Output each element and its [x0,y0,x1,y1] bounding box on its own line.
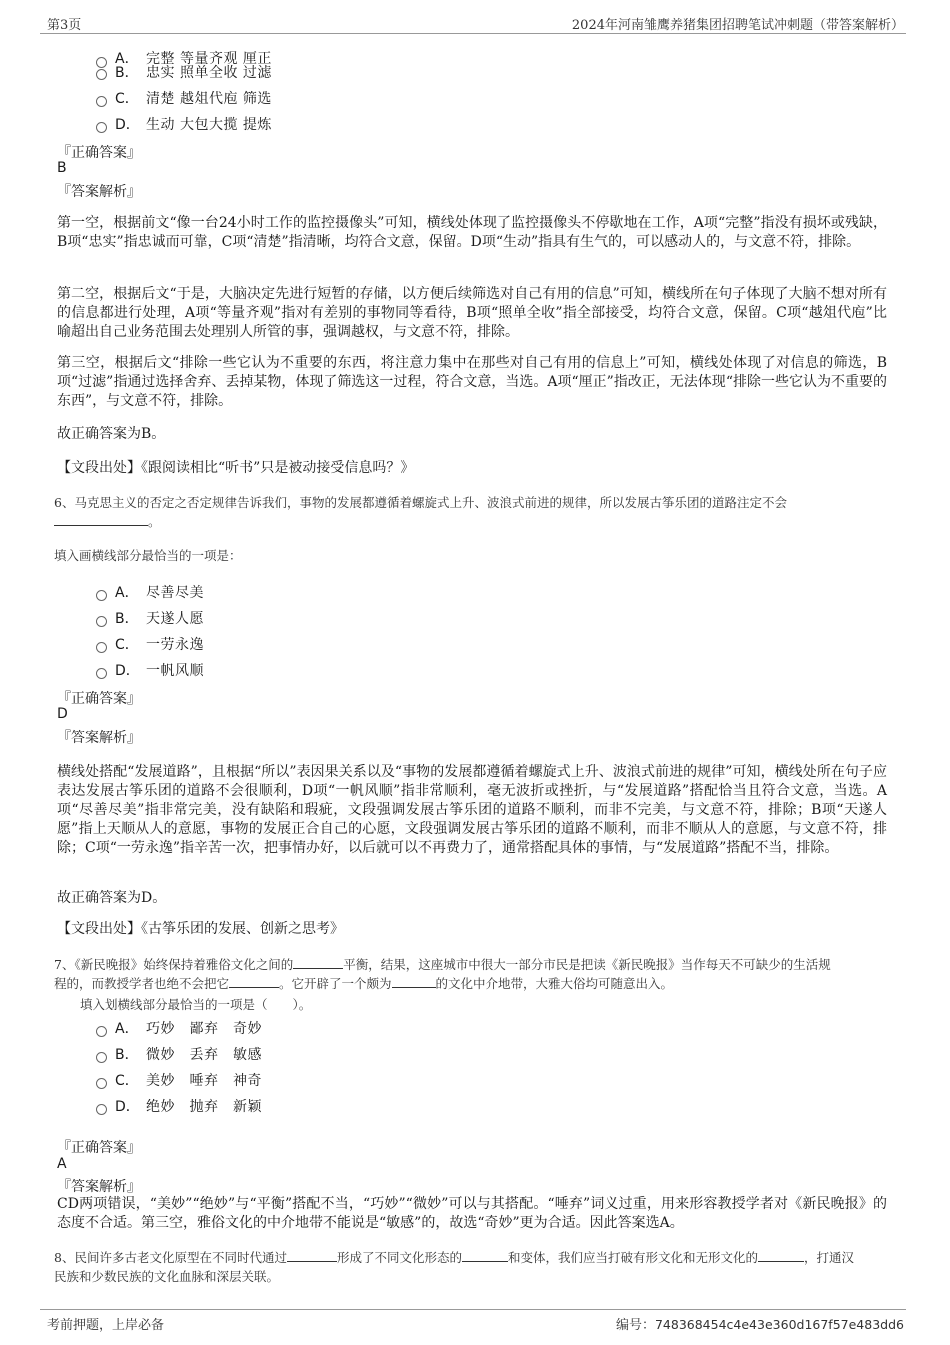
q7-stem [54,955,896,993]
q5-source: 【文段出处】《跟阅读相比“听书”只是被动接受信息吗？》 [57,460,415,476]
q7-stem-part: 。它开辟了一个颇为 [279,976,392,991]
radio-icon[interactable] [96,69,107,80]
answer-blank [287,1249,337,1262]
header-divider [40,33,906,34]
q7-analysis-para-1: CD两项错误，“美妙”“绝妙”与“平衡”搭配不当，“巧妙”“微妙”可以与其搭配。“唾弃”词义过重，用来形容教授学者对《新民晚报》的态度不合适。第三空，雅俗文化的中介地带不能说是“敏感”的，故选“奇妙”更为合适。因此答案选A。 [57,1196,887,1231]
q5-answer-label: 『正确答案』 [57,145,141,161]
answer-blank [229,975,279,988]
q6-analysis-para-1: 横线处搭配“发展道路”，且根据“所以”表因果关系以及“事物的发展都遵循着螺旋式上升、波浪式前进的规律”可知，横线处所在句子应表达发展古筝乐团的道路不会很顺利，D项“一帆风顺”指非常顺利，毫无波折或挫折，与“发展道路”搭配恰当且符合文意，当选。A项“尽善尽美”指非常完美，没有缺陷和瑕疵，文段强调发展古筝乐团的道路不顺利，而非不完美，与文意不符，排除；B项“天遂人愿”指上天顺从人的意愿，事物的发展正合自己的心愿，文段强调发展古筝乐团的道路不顺利，而非不顺从人的意愿，与文意不符，排除；C项“一劳永逸”指辛苦一次，把事情办好，以后就可以不再费力了，通常搭配具体的事情，与“发展道路”搭配不当，排除。 [57,764,887,856]
q8-stem-part: 和变体，我们应当打破有形文化和无形文化的 [507,1250,758,1265]
q8-stem-part: ，打通汉 [804,1250,855,1265]
option-text: 完整 等量齐观 厘正 [146,51,272,67]
option-text: 微妙 丢弃 敏感 [146,1047,262,1063]
option-letter: A． [115,585,139,601]
option-letter: C． [115,1073,139,1089]
option-text: 绝妙 抛弃 新颖 [146,1099,262,1115]
q7-analysis-label: 『答案解析』 [57,1179,141,1195]
option-text: 生动 大包大揽 提炼 [146,117,272,133]
option-text: 美妙 唾弃 神奇 [146,1073,262,1089]
q5-analysis-para-3: 第三空，根据后文“排除一些它认为不重要的东西，将注意力集中在那些对自己有用的信息上”可知，横线处体现了对信息的筛选，B项“过滤”指通过选择舍弃、丢掉某物，体现了筛选这一过程，符合文意，当选。A项“厘正”指改正，无法体现“排除一些它认为不重要的东西”，与文意不符，排除。 [57,355,887,409]
q5-analysis-label: 『答案解析』 [57,184,141,200]
q7-instruction: 填入划横线部分最恰当的一项是（ ）。 [80,997,312,1012]
q6-analysis-label: 『答案解析』 [57,730,141,746]
q5-analysis-para-2: 第二空，根据后文“于是，大脑决定先进行短暂的存储，以方便后续筛选对自己有用的信息”可知，横线所在句子体现了大脑不想对所有的信息都进行处理，A项“等量齐观”指对有差别的事物同等看待，B项“照单全收”指全部接受，均符合文意，保留。C项“越俎代庖”比喻超出自己业务范围去处理别人所管的事，强调越权，与文意不符，排除。 [57,286,887,340]
option-text: 尽善尽美 [146,585,204,601]
q8-stem-part: 8、民间许多古老文化原型在不同时代通过 [54,1250,287,1265]
radio-icon[interactable] [96,668,107,679]
radio-icon[interactable] [96,96,107,107]
footer-code [616,1314,904,1333]
option-letter: D． [115,663,140,679]
answer-blank [462,1249,508,1262]
option-letter: B． [115,1047,139,1063]
q5-conclusion: 故正确答案为B。 [57,426,166,442]
option-letter: B． [115,611,139,627]
q6-stem [54,493,896,531]
option-text: 天遂人愿 [146,611,204,627]
option-text: 巧妙 鄙弃 奇妙 [146,1021,262,1037]
option-text: 忠实 照单全收 过滤 [146,65,272,81]
option-text: 清楚 越俎代庖 筛选 [146,91,272,107]
q5-analysis-para-1: 第一空，根据前文“像一台24小时工作的监控摄像头”可知，横线处体现了监控摄像头不停歇地在工作，A项“完整”指没有损坏或残缺，B项“忠实”指忠诚而可靠，C项“清楚”指清晰，均符合文意，保留。D项“生动”指具有生气的，可以感动人的，与文意不符，排除。 [57,215,887,250]
q7-stem-part: 程的，而教授学者也绝不会把它 [54,976,230,991]
q6-source: 【文段出处】《古筝乐团的发展、创新之思考》 [57,921,344,937]
footer-code-value: 748368454c4e43e360d167f57e483dd6 [654,1317,904,1332]
q8-stem [54,1248,902,1286]
document-title: 2024年河南雏鹰养猪集团招聘笔试冲刺题（带答案解析） [571,18,904,33]
answer-blank [392,975,436,988]
footer-code-label: 编号： [615,1318,655,1333]
option-letter: D． [115,1099,140,1115]
q8-stem-part: 形成了不同文化形态的 [336,1250,462,1265]
q5-answer: B [57,160,67,176]
option-text: 一帆风顺 [146,663,204,679]
q8-stem-part: 民族和少数民族的文化血脉和深层关联。 [54,1269,280,1284]
radio-icon[interactable] [96,57,107,68]
q6-answer-label: 『正确答案』 [57,691,141,707]
option-letter: C． [115,91,139,107]
q6-instruction: 填入画横线部分最恰当的一项是： [54,548,242,563]
answer-blank [758,1249,804,1262]
footer-divider [40,1309,906,1310]
radio-icon[interactable] [96,1052,107,1063]
option-letter: D． [115,117,140,133]
q6-answer: D [57,706,68,722]
q6-conclusion: 故正确答案为D。 [57,890,167,906]
answer-blank [293,956,343,969]
radio-icon[interactable] [96,616,107,627]
option-letter: C． [115,637,139,653]
radio-icon[interactable] [96,642,107,653]
q6-stem-end: 。 [148,514,161,529]
q6-stem-text: 6、马克思主义的否定之否定规律告诉我们，事物的发展都遵循着螺旋式上升、波浪式前进的规律，所以发展古筝乐团的道路注定不会 [54,495,787,510]
option-letter: A． [115,51,139,67]
answer-blank [54,513,148,526]
radio-icon[interactable] [96,1104,107,1115]
q7-stem-part: 7、《新民晚报》始终保持着雅俗文化之间的 [54,957,294,972]
q7-answer-label: 『正确答案』 [57,1140,141,1156]
q7-stem-part: 平衡，结果，这座城市中很大一部分市民是把读《新民晚报》当作每天不可缺少的生活规 [343,957,831,972]
page-number: 第3页 [47,18,82,33]
option-text: 一劳永逸 [146,637,204,653]
radio-icon[interactable] [96,1078,107,1089]
option-letter: A． [115,1021,139,1037]
radio-icon[interactable] [96,590,107,601]
radio-icon[interactable] [96,122,107,133]
radio-icon[interactable] [96,1026,107,1037]
option-letter: B． [115,65,139,81]
q7-stem-part: 的文化中介地带，大雅大俗均可随意出入。 [435,976,674,991]
q7-answer: A [57,1156,67,1172]
footer-slogan: 考前押题，上岸必备 [47,1318,165,1333]
